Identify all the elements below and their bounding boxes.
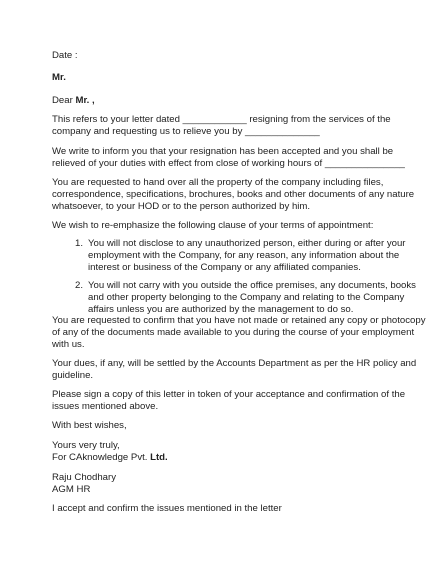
company-line — [52, 452, 168, 465]
salutation-prefix: Dear — [52, 95, 76, 106]
paragraph-2-line-1: We write to inform you that your resignation has been accepted and you shall be — [52, 146, 394, 157]
acceptance-line: I accept and confirm the issues mentioned in the letter — [52, 503, 282, 514]
recipient-name — [52, 72, 66, 85]
paragraph-7-line-2: issues mentioned above. — [52, 401, 159, 412]
paragraph-3-line-2: correspondence, specifications, brochures, books and other documents of any nature — [52, 189, 415, 200]
paragraph-3-line-1: You are requested to hand over all the property of the company including files, — [52, 177, 384, 188]
paragraph-4: We wish to re-emphasize the following clause of your terms of appointment: — [52, 220, 374, 231]
clause-1-line-1: You will not disclose to any unauthorized person, either during or after your — [88, 238, 406, 249]
clause-1-line-2: employment with the Company, for any reason, any information about the — [88, 250, 400, 261]
clause-2-number: 2. — [75, 280, 84, 291]
signatory-title: AGM HR — [52, 484, 91, 495]
date-label: Date : — [52, 50, 78, 61]
clause-1-line-3: interest or business of the Company or any affiliated companies. — [88, 262, 361, 273]
paragraph-3-line-3: whatsoever, to your HOD or to the person authorized by him. — [52, 201, 311, 212]
paragraph-5-line-1: You are requested to confirm that you have not made or retained any copy or photocopy — [52, 315, 426, 326]
clause-2-line-1: You will not carry with you outside the office premises, any documents, books — [88, 280, 416, 291]
clause-2-line-3: affairs unless you are authorized by the management to do so. — [88, 304, 354, 315]
paragraph-1-line-2: company and requesting us to relieve you by ______________ — [52, 126, 320, 137]
paragraph-1-line-1: This refers to your letter dated ____________ resigning from the services of the — [52, 114, 391, 125]
recipient-name-text: Mr. — [52, 72, 66, 83]
paragraph-6-line-2: guideline. — [52, 370, 94, 381]
signatory-name: Raju Chodhary — [52, 472, 116, 483]
company-prefix: For CAknowledge Pvt. — [52, 452, 151, 463]
clause-2-line-2: and other property belonging to the Company and relating to the Company — [88, 292, 405, 303]
paragraph-5-line-3: with us. — [52, 339, 85, 350]
paragraph-2-line-2: relieved of your duties with effect from close of working hours of _______________ — [52, 158, 405, 169]
paragraph-5-line-2: of any of the documents made available to you during the course of your employment — [52, 327, 415, 338]
paragraph-6-line-1: Your dues, if any, will be settled by the Accounts Department as per the HR policy and — [52, 358, 417, 369]
clause-1-number: 1. — [75, 238, 84, 249]
salutation — [52, 95, 95, 108]
salutation-name: Mr. , — [75, 95, 95, 106]
paragraph-7-line-1: Please sign a copy of this letter in token of your acceptance and confirmation of the — [52, 389, 406, 400]
closing: Yours very truly, — [52, 440, 120, 451]
company-suffix: Ltd. — [150, 452, 168, 463]
closing-wishes: With best wishes, — [52, 420, 127, 431]
